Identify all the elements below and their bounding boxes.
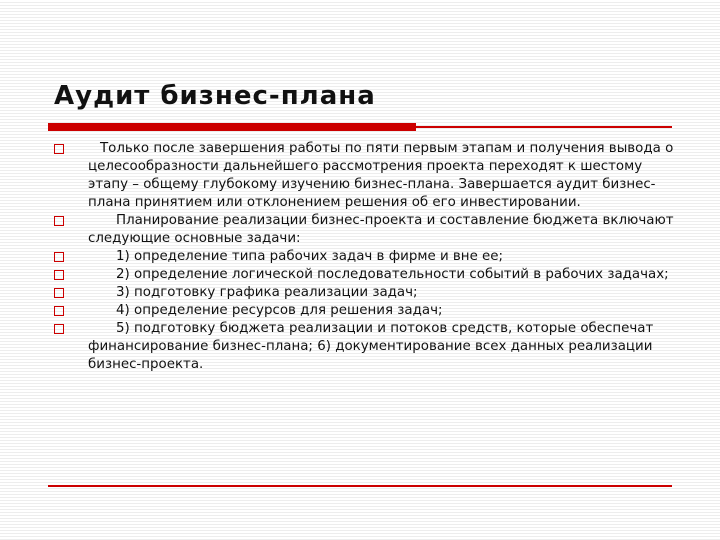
square-bullet-icon	[54, 216, 64, 226]
square-bullet-icon	[54, 270, 64, 280]
bullet-text: 5) подготовку бюджета реализации и потоков средств, которые обеспечат финансирование бизнес-плана; 6) документирование всех данных реализации бизнес-проекта.	[88, 321, 654, 372]
square-bullet-icon	[54, 252, 64, 262]
bottom-divider	[48, 485, 672, 487]
bullet-text: Планирование реализации бизнес-проекта и составление бюджета включают следующие основные задачи:	[88, 213, 674, 246]
slide-title: Аудит бизнес-плана	[54, 81, 376, 111]
bullet-item	[54, 302, 674, 320]
title-underline-accent	[48, 123, 416, 131]
bullet-item	[54, 284, 674, 302]
bullet-item	[54, 140, 674, 212]
bullet-item	[54, 248, 674, 266]
bullet-text: 2) определение логической последовательности событий в рабочих задачах;	[116, 267, 669, 282]
square-bullet-icon	[54, 288, 64, 298]
bullet-item	[54, 266, 674, 284]
square-bullet-icon	[54, 306, 64, 316]
bullet-item	[54, 320, 674, 374]
bullet-list	[54, 140, 674, 374]
square-bullet-icon	[54, 324, 64, 334]
bullet-item	[54, 212, 674, 248]
square-bullet-icon	[54, 144, 64, 154]
bullet-text: 4) определение ресурсов для решения задач;	[116, 303, 443, 318]
bullet-text: 3) подготовку графика реализации задач;	[116, 285, 418, 300]
bullet-text: 1) определение типа рабочих задач в фирме и вне ее;	[116, 249, 504, 264]
bullet-text: Только после завершения работы по пяти первым этапам и получения вывода о целесообразности дальнейшего рассмотрения проекта переходят к шестому этапу – общему глубокому изучению бизнес-плана. Завершается аудит бизнес-плана принятием или отклонением решения об его инвестировании.	[88, 141, 674, 210]
